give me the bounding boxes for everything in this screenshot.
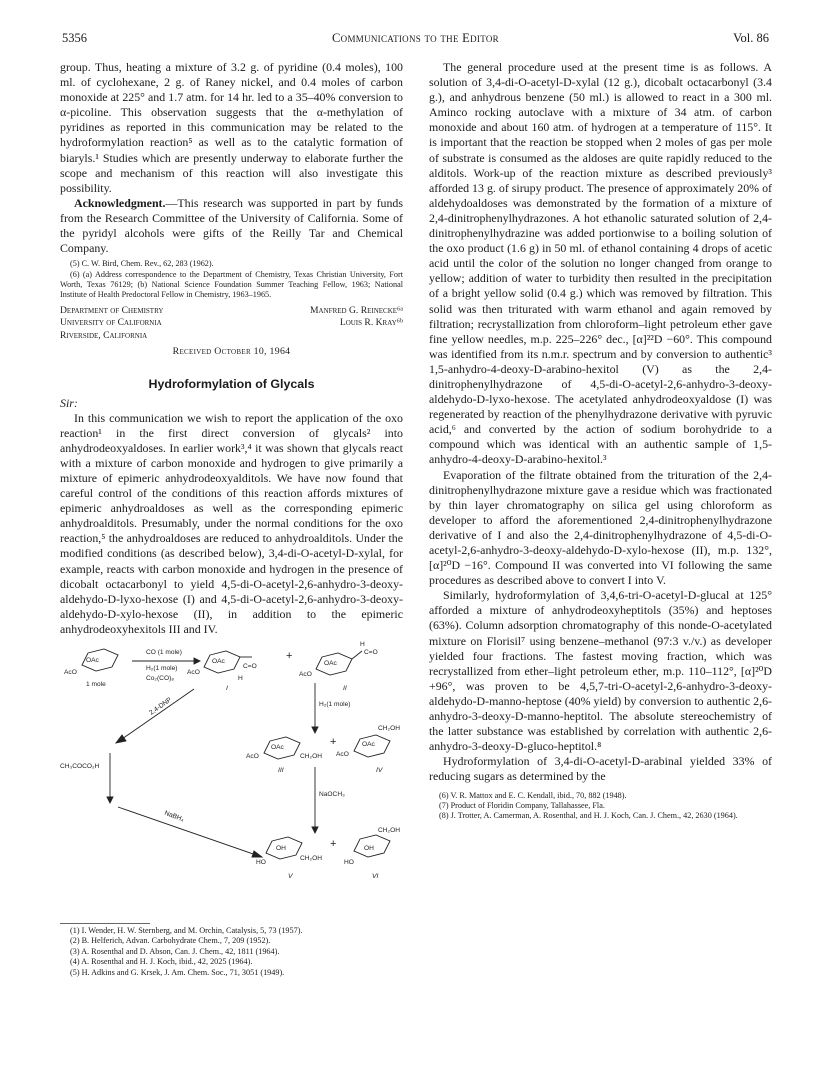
label-nabh4: NaBH₄ [163,809,185,824]
acknowledgment-paragraph [60,196,403,256]
footnote-1: (1) I. Wender, H. W. Sternberg, and M. Orchin, Catalysis, 5, 73 (1957). [70,926,303,936]
sig-department: Department of Chemistry [60,304,164,316]
label-oh-vi: OH [364,845,374,853]
label-compound-v: V [288,873,293,881]
footnote-6-mattox: (6) V. R. Mattox and E. C. Kendall, ibid., 70, 882 (1948). [439,790,627,800]
label-oac-start: OAc [86,657,99,665]
label-compound-i: I [226,685,228,693]
footnote-5: (5) C. W. Bird, Chem. Rev., 62, 283 (1962). [70,259,214,269]
label-compound-vi: VI [372,873,379,881]
label-ch2oh-iii: CH₂OH [300,753,322,761]
footnote-7: (7) Product of Floridin Company, Tallahassee, Fla. [439,800,605,810]
label-ch2oh-iv: CH₂OH [378,725,400,733]
right-column [429,60,772,822]
footnote-4: (4) A. Rosenthal and H. J. Koch, ibid., 42, 2025 (1964). [70,957,253,967]
page-number: 5356 [62,31,87,45]
footnote-3: (3) A. Rosenthal and D. Abson, Can. J. Chem., 42, 1811 (1964). [70,946,280,956]
left-column [60,60,403,978]
label-compound-iv: IV [376,767,383,775]
procedure-paragraph: The general procedure used at the present time is as follows. A solution of 3,4-di-O-acetyl-D-xylal (12 g.), dicobalt octacarbonyl (3.4 g.), and anhydrous benzene (50 ml.) is allowed to react in a 300 ml. Aminco rocking autoclave with a mixture of 34 atm. of carbon monoxide and about 160 atm. of hydrogen at a temperature of 115°. It is important that the reaction be stopped when 2 moles of gas per mole of substrate is consumed as the aldoses are quite rapidly reduced to the alditols. Work-up of the reaction mixture as described previously³ afforded 13 g. of sirupy product. The presence of approximately 20% of aldehydoaldoses was demonstrated by the formation of a mixture of 2,4-dinitrophenylhydrazones. A hot ethanolic saturated solution of 2,4-dinitrophenylhydrazine was added portionwise to a boiling solution of the oxo product (1.6 g) in 50 ml. of ethanol containing 4 drops of acetic acid until the color of the solution no longer changed from orange to yellow; addition of water to turbidity then resulted in the precipitation of a bright yellow solid (0.4 g.) which was removed by filtration. This solid was then triturated with warm ethanol and again removed by filtration; recrystallization from chloroform–light petroleum ether gave fine yellow needles, m.p. 225–226° dec., [α]²²D −60°. This compound was identified from its n.m.r. spectrum and by conversion to authentic³ 1,5-anhydro-4-deoxy-D-arabino-hexitol (V) as the 2,4-dinitrophenylhydrazone of 4,5-di-O-acetyl-2,6-anhydro-3-deoxy-aldehydo-D-lyxo-hexose. The acetylated anhydrodeoxyaldose (I) was regenerated by reaction of the phenylhydrazone derivative with pyruvic acid,⁶ and converted by the action of sodium borohydride to a compound which was identical with an authentic sample of 1,5-anhydro-4-deoxy-D-arabino-hexitol.³ [429,60,772,467]
label-plus-1: + [286,650,293,663]
label-h-i: H [238,675,243,683]
label-aco-ii: AcO [299,671,312,679]
label-plus-3: + [330,838,337,851]
salutation: Sir: [60,395,78,410]
volume-label: Vol. 86 [733,31,769,45]
label-catalyst: Co₂(CO)₈ [146,675,175,683]
label-aco-iv: AcO [336,751,349,759]
arabinal-paragraph: Hydroformylation of 3,4-di-O-acetyl-D-arabinal yielded 33% of reducing sugars as determined by the [429,754,772,784]
continuation-paragraph: group. Thus, heating a mixture of 3.2 g. of pyridine (0.4 moles), 100 ml. of cyclohexane, 2 g. of Raney nickel, and 0.4 moles of carbon monoxide at 225° and 1.7 atm. for 14 hr. led to a 35–40% conversion to α-picoline. This observation suggests that the α-methylation of pyridines as reported in this communication may be related to the hydroformylation reaction⁵ as well as to the catalytic formation of biaryls.¹ Studies which are presently underway to elaborate further the scope and mechanism of this reaction will also investigate this possibility. [60,60,403,195]
footnote-5-adkins: (5) H. Adkins and G. Krsek, J. Am. Chem. Soc., 71, 3051 (1949). [70,967,285,977]
sig-author-2: Louis R. Kray⁶ᵇ [339,317,403,329]
label-plus-2: + [330,736,337,749]
scheme-drawing [60,641,403,921]
footnotes-right [429,791,772,822]
glucal-paragraph: Similarly, hydroformylation of 3,4,6-tri-O-acetyl-D-glucal at 125° afforded a mixture of anhydrodeoxyheptitols (35%) and heptoses (63%). Column adsorption chromatography of this nonde-O-acetylated mixture on Florisil⁷ using benzene–methanol (97:3 v./v.) as developer yielded four fractions. The fastest moving fraction, which was recrystallized from ether–light petroleum ether, m.p. 110–112°, [α]²⁰D +96°, was proven to be 4,5,7-tri-O-acetyl-2,6-anhydro-3-deoxy-aldehydo-D-manno-heptose (40% yield) by conversion to authentic 2,6-anhydro-3-deoxy-D-manno-heptitol. The absolute stereochemistry of the latter substance was established by correlation with authentic 2,6-anhydro-3-deoxy-D-gluco-heptitol.⁸ [429,588,772,754]
label-h2: H₂(1 mole) [146,665,178,673]
label-ho-v: HO [256,859,266,867]
page-header [62,31,769,47]
acknowledgment-heading: Acknowledgment. [74,195,166,210]
footnote-rule [60,923,150,924]
label-cho-ii: C=O [364,649,378,657]
footnotes-top [60,259,403,301]
label-pyruvic: CH₃COCO₂H [60,763,100,771]
label-ho-vi: HO [344,859,354,867]
footnote-8: (8) J. Trotter, A. Camerman, A. Rosenthal, and H. J. Koch, Can. J. Chem., 42, 2630 (1964). [439,811,738,821]
article-title: Hydroformylation of Glycals [148,376,315,391]
footnote-6: (6) (a) Address correspondence to the Department of Chemistry, Texas Christian University, Fort Worth, Texas 76129; (b) National Science Foundation Summer Teaching Fellow, 1963; National Institute of Health Predoctoral Fellow in Chemistry, 1963–1965. [60,269,403,300]
label-compound-ii: II [343,685,347,693]
label-cho-i: C=O [243,663,257,671]
label-h-ii: H [360,641,365,649]
label-compound-iii: III [278,767,284,775]
label-ch2oh-vi: CH₂OH [378,827,400,835]
evaporation-paragraph: Evaporation of the filtrate obtained from the trituration of the 2,4-dinitrophenylhydrazone mixture gave a residue which was fractionated by thin layer chromatography on silica gel using chloroform as developer to afford the aforementioned 2,4-dinitrophenylhydrazone derivative of I and also the 2,4-dinitrophenylhydrazone of 4,5-di-O-acetyl-2,6-anhydro-3-deoxy-aldehydo-D-xylo-hexose (II), m.p. 132°, [α]²⁰D −16°. Compound II was converted into VI following the same procedures as described above to convert I into V. [429,467,772,588]
label-oac-i: OAc [212,658,225,666]
sig-university: University of California [60,317,162,329]
sig-city: Riverside, California [60,330,148,342]
author-signature [60,305,403,343]
acknowledgment-text: —This research was supported in part by funds from the Research Committee of the University of California. Some of the pyridyl alcohols were gifts of the Reilly Tar and Chemical Company. [60,195,403,256]
label-co: CO (1 mole) [146,649,182,657]
label-aco-start: AcO [64,669,77,677]
label-aco-i: AcO [187,669,200,677]
reaction-scheme [60,641,403,921]
label-one-mole: 1 mole [86,681,106,689]
sig-author-1: Manfred G. Reinecke⁶ᵃ [310,304,403,316]
label-aco-iii: AcO [246,753,259,761]
intro-paragraph: In this communication we wish to report the application of the oxo reaction¹ in the first direct conversion of glycals² into anhydrodeoxyaldoses. In earlier work³,⁴ it was shown that glycals react with a mixture of carbon monoxide and hydrogen to give primarily a mixture of epimeric anhydrodeoxyalditols. We have now found that careful control of the conditions of this reaction affords mixtures of epimeric anhydroaldoses as well as the corresponding epimeric anhydroalditols. Presumably, under the normal conditions for the oxo reaction,⁵ the anhydroaldoses are reduced to anhydroalditols. Under the modified conditions (as described below), 3,4-di-O-acetyl-D-xylal, for example, reacts with carbon monoxide and hydrogen in the presence of dicobalt octacarbonyl to yield 4,5-di-O-acetyl-2,6-anhydro-3-deoxy-aldehydo-D-lyxo-hexose (I) and 4,5-di-O-acetyl-2,6-anhydro-3-deoxy-aldehydo-D-xylo-hexose (II), in addition to the epimeric anhydrodeoxyhexitols III and IV. [60,410,403,636]
label-oac-iv: OAc [362,741,375,749]
label-naoch3: NaOCH₃ [319,791,345,799]
footnotes-bottom-left [60,926,403,978]
label-ch2oh-v: CH₂OH [300,855,322,863]
label-dnp: 2,4-DNP [148,696,174,717]
label-oac-ii: OAc [324,660,337,668]
journal-section: Communications to the Editor [332,31,499,45]
footnote-2: (2) B. Helferich, Advan. Carbohydrate Chem., 7, 209 (1952). [70,936,271,946]
label-oh-v: OH [276,845,286,853]
received-date: Received October 10, 1964 [172,345,291,357]
label-h2-reduction: H₂(1 mole) [319,701,351,709]
label-oac-iii: OAc [271,744,284,752]
